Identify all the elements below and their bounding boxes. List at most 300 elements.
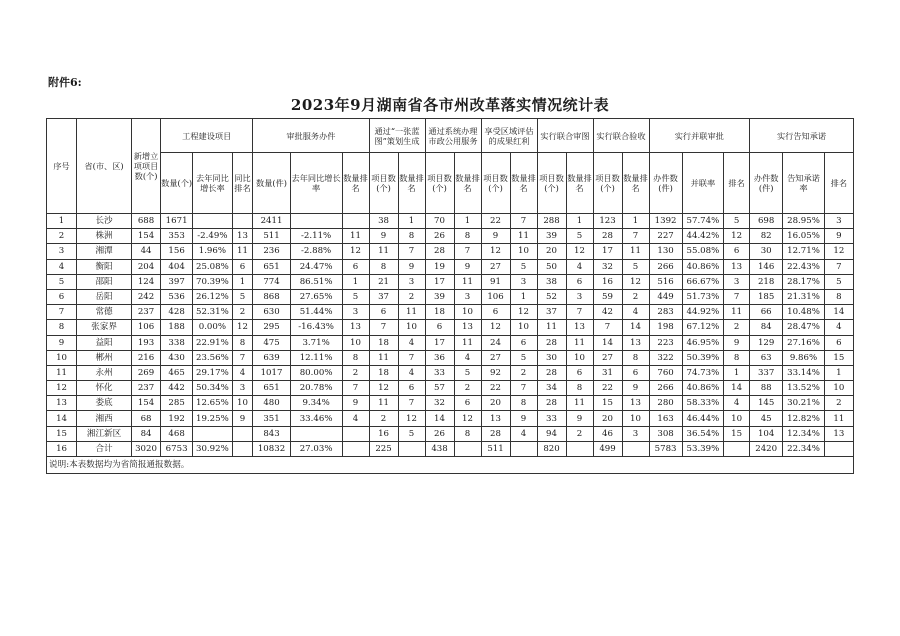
- table-cell: 4: [232, 365, 253, 380]
- table-cell: 50: [537, 259, 566, 274]
- table-cell: 27.16%: [783, 335, 824, 350]
- table-cell: 66: [750, 305, 783, 320]
- table-cell: 6: [369, 305, 398, 320]
- table-cell: 74.73%: [682, 365, 723, 380]
- table-cell: 28.95%: [783, 214, 824, 229]
- table-cell: 12: [824, 244, 853, 259]
- table-cell: 57.74%: [682, 214, 723, 229]
- table-cell: 2411: [253, 214, 290, 229]
- table-cell: 1392: [649, 214, 682, 229]
- subheader: 数量排名: [454, 153, 481, 214]
- table-cell: 698: [750, 214, 783, 229]
- table-cell: 18: [425, 305, 454, 320]
- table-cell: 4: [398, 335, 425, 350]
- subheader: 排名: [724, 153, 750, 214]
- table-cell: 52.31%: [193, 305, 232, 320]
- table-cell: 7: [342, 381, 369, 396]
- table-row: [47, 350, 854, 365]
- subheader: 项目数(个): [369, 153, 398, 214]
- header-group-approval: 审批服务办件: [253, 119, 369, 153]
- table-cell: 21.31%: [783, 289, 824, 304]
- subheader: 并联率: [682, 153, 723, 214]
- table-cell: [454, 441, 481, 456]
- table-cell: 39: [425, 289, 454, 304]
- table-cell: 337: [750, 365, 783, 380]
- table-cell: 怀化: [77, 381, 132, 396]
- table-cell: 11: [824, 411, 853, 426]
- table-cell: 5: [232, 289, 253, 304]
- subheader: 数量排名: [398, 153, 425, 214]
- table-cell: 129: [750, 335, 783, 350]
- table-cell: 7: [824, 259, 853, 274]
- table-cell: 11: [724, 305, 750, 320]
- table-cell: 2: [47, 229, 77, 244]
- table-cell: 651: [253, 381, 290, 396]
- table-cell: 12.34%: [783, 426, 824, 441]
- table-cell: 4: [566, 259, 593, 274]
- table-cell: 9: [724, 335, 750, 350]
- table-cell: 22.43%: [783, 259, 824, 274]
- table-cell: 475: [253, 335, 290, 350]
- subheader: 数量排名: [566, 153, 593, 214]
- table-cell: 13: [232, 229, 253, 244]
- table-cell: 820: [537, 441, 566, 456]
- table-cell: 12: [342, 244, 369, 259]
- table-cell: 146: [750, 259, 783, 274]
- table-cell: 7: [454, 244, 481, 259]
- page-title: 2023年9月湖南省各市州改革落实情况统计表: [290, 96, 610, 114]
- table-cell: 536: [161, 289, 193, 304]
- table-cell: 28: [593, 229, 622, 244]
- table-cell: [342, 214, 369, 229]
- table-cell: 5: [342, 289, 369, 304]
- table-cell: 204: [132, 259, 161, 274]
- table-note: 说明:本表数据均为省简报通报数据。: [47, 457, 854, 474]
- subheader: 办件数(件): [649, 153, 682, 214]
- table-cell: 198: [649, 320, 682, 335]
- table-cell: 46.44%: [682, 411, 723, 426]
- table-cell: 16: [47, 441, 77, 456]
- table-cell: 8: [342, 350, 369, 365]
- header-group-commitment: 实行告知承诺: [750, 119, 854, 153]
- table-cell: 8: [232, 335, 253, 350]
- table-cell: 12.65%: [193, 396, 232, 411]
- table-row: [47, 259, 854, 274]
- table-cell: [193, 426, 232, 441]
- table-cell: 10: [232, 396, 253, 411]
- table-cell: 32: [425, 396, 454, 411]
- table-cell: 湘潭: [77, 244, 132, 259]
- table-cell: 1: [47, 214, 77, 229]
- statistics-table: [46, 118, 854, 474]
- table-cell: 1: [824, 365, 853, 380]
- table-body: [47, 214, 854, 457]
- table-cell: 3.71%: [290, 335, 342, 350]
- table-cell: 22.34%: [783, 441, 824, 456]
- table-cell: 22.91%: [193, 335, 232, 350]
- table-cell: [622, 441, 649, 456]
- table-cell: 33: [537, 411, 566, 426]
- table-cell: 11: [369, 396, 398, 411]
- table-cell: [232, 441, 253, 456]
- table-cell: 511: [253, 229, 290, 244]
- table-cell: 13: [622, 335, 649, 350]
- header-group-parallel: 实行并联审批: [649, 119, 750, 153]
- table-cell: 322: [649, 350, 682, 365]
- table-cell: 58.33%: [682, 396, 723, 411]
- table-cell: 12: [454, 411, 481, 426]
- table-cell: 843: [253, 426, 290, 441]
- table-cell: 12: [724, 229, 750, 244]
- table-cell: 24: [481, 335, 510, 350]
- table-cell: 8: [824, 289, 853, 304]
- table-cell: 2: [454, 381, 481, 396]
- table-cell: 130: [649, 244, 682, 259]
- table-cell: 18: [369, 335, 398, 350]
- table-cell: 6: [342, 259, 369, 274]
- table-cell: 0.00%: [193, 320, 232, 335]
- table-row: [47, 381, 854, 396]
- table-row: [47, 274, 854, 289]
- table-cell: 34: [537, 381, 566, 396]
- table-cell: 106: [132, 320, 161, 335]
- table-cell: 10832: [253, 441, 290, 456]
- table-cell: 351: [253, 411, 290, 426]
- table-cell: 84: [750, 320, 783, 335]
- table-cell: 11: [566, 335, 593, 350]
- header-group-regional: 享受区域评估的成果红利: [481, 119, 537, 153]
- table-cell: 11: [369, 350, 398, 365]
- table-cell: 36.54%: [682, 426, 723, 441]
- table-cell: 3020: [132, 441, 161, 456]
- table-cell: 7: [232, 350, 253, 365]
- table-cell: 26: [425, 426, 454, 441]
- table-cell: 39: [537, 229, 566, 244]
- table-cell: 7: [398, 244, 425, 259]
- table-cell: [824, 441, 853, 456]
- table-cell: 11: [454, 274, 481, 289]
- table-cell: 22: [481, 214, 510, 229]
- table-cell: 14: [425, 411, 454, 426]
- header-new-projects: 新增立项项目数(个): [132, 119, 161, 214]
- table-cell: 442: [161, 381, 193, 396]
- table-row: [47, 289, 854, 304]
- table-cell: 3: [398, 274, 425, 289]
- table-cell: 868: [253, 289, 290, 304]
- table-cell: 7: [622, 229, 649, 244]
- table-cell: [193, 214, 232, 229]
- table-cell: 13: [342, 320, 369, 335]
- table-cell: 10: [398, 320, 425, 335]
- table-cell: 308: [649, 426, 682, 441]
- table-cell: 1671: [161, 214, 193, 229]
- table-cell: 9: [398, 259, 425, 274]
- table-cell: 4: [622, 305, 649, 320]
- table-cell: 7: [369, 320, 398, 335]
- table-cell: 8: [454, 229, 481, 244]
- table-cell: 12: [481, 320, 510, 335]
- table-cell: 2: [622, 289, 649, 304]
- table-cell: [342, 426, 369, 441]
- table-cell: 188: [161, 320, 193, 335]
- table-cell: 15: [824, 350, 853, 365]
- table-cell: 2: [724, 320, 750, 335]
- table-cell: -2.88%: [290, 244, 342, 259]
- table-cell: 295: [253, 320, 290, 335]
- table-cell: 14: [593, 335, 622, 350]
- table-cell: -2.49%: [193, 229, 232, 244]
- table-row: [47, 365, 854, 380]
- table-cell: 42: [593, 305, 622, 320]
- table-cell: 192: [161, 411, 193, 426]
- table-cell: -2.11%: [290, 229, 342, 244]
- table-cell: -16.43%: [290, 320, 342, 335]
- table-cell: 常德: [77, 305, 132, 320]
- table-cell: 29.17%: [193, 365, 232, 380]
- table-cell: 10: [510, 320, 537, 335]
- table-cell: 338: [161, 335, 193, 350]
- table-cell: 30: [537, 350, 566, 365]
- header-region: 省(市、区): [77, 119, 132, 214]
- table-row: [47, 214, 854, 229]
- table-cell: 28: [537, 396, 566, 411]
- table-cell: 1: [622, 214, 649, 229]
- table-cell: 50.34%: [193, 381, 232, 396]
- table-cell: 11: [398, 305, 425, 320]
- table-cell: 480: [253, 396, 290, 411]
- table-cell: 227: [649, 229, 682, 244]
- table-row: [47, 426, 854, 441]
- table-cell: 31: [593, 365, 622, 380]
- table-cell: 20.78%: [290, 381, 342, 396]
- table-cell: 1: [510, 289, 537, 304]
- table-cell: 13: [622, 396, 649, 411]
- table-cell: 7: [593, 320, 622, 335]
- table-cell: 6: [824, 335, 853, 350]
- table-cell: 40.86%: [682, 381, 723, 396]
- table-cell: 9: [510, 411, 537, 426]
- table-cell: 3: [622, 426, 649, 441]
- table-cell: 4: [510, 426, 537, 441]
- table-row: [47, 411, 854, 426]
- table-row: [47, 320, 854, 335]
- table-cell: 5: [724, 214, 750, 229]
- table-cell: 16: [593, 274, 622, 289]
- table-cell: 20: [537, 244, 566, 259]
- table-cell: 10: [566, 350, 593, 365]
- table-cell: 17: [593, 244, 622, 259]
- table-cell: 3: [454, 289, 481, 304]
- table-cell: 1: [566, 214, 593, 229]
- table-cell: 12: [510, 305, 537, 320]
- table-cell: 8: [369, 259, 398, 274]
- table-cell: 合计: [77, 441, 132, 456]
- table-cell: [398, 441, 425, 456]
- table-cell: 16: [369, 426, 398, 441]
- subheader: 数量排名: [622, 153, 649, 214]
- table-cell: 82: [750, 229, 783, 244]
- table-cell: 404: [161, 259, 193, 274]
- header-seq: 序号: [47, 119, 77, 214]
- table-cell: 33.46%: [290, 411, 342, 426]
- table-cell: 11: [369, 244, 398, 259]
- table-cell: 6: [566, 274, 593, 289]
- table-cell: 9: [481, 229, 510, 244]
- table-cell: 12.11%: [290, 350, 342, 365]
- table-cell: 14: [622, 320, 649, 335]
- table-cell: 28.17%: [783, 274, 824, 289]
- table-cell: 10: [454, 305, 481, 320]
- table-cell: 8: [510, 396, 537, 411]
- table-cell: 7: [398, 396, 425, 411]
- table-cell: 13: [47, 396, 77, 411]
- table-cell: 236: [253, 244, 290, 259]
- table-cell: 邵阳: [77, 274, 132, 289]
- table-cell: 27: [481, 259, 510, 274]
- table-cell: 6753: [161, 441, 193, 456]
- table-cell: 94: [537, 426, 566, 441]
- table-cell: 237: [132, 305, 161, 320]
- table-cell: 51.44%: [290, 305, 342, 320]
- table-cell: 774: [253, 274, 290, 289]
- table-cell: 218: [750, 274, 783, 289]
- table-cell: 21: [369, 274, 398, 289]
- table-cell: 13: [566, 320, 593, 335]
- subheader: 项目数(个): [425, 153, 454, 214]
- table-cell: 益阳: [77, 335, 132, 350]
- table-cell: 10: [47, 350, 77, 365]
- table-cell: 10: [622, 411, 649, 426]
- table-cell: 6: [454, 396, 481, 411]
- table-cell: 2: [342, 365, 369, 380]
- table-cell: 28: [537, 365, 566, 380]
- table-cell: 岳阳: [77, 289, 132, 304]
- table-cell: 1: [342, 274, 369, 289]
- table-cell: 9: [369, 229, 398, 244]
- table-cell: 2: [232, 305, 253, 320]
- table-cell: 28: [425, 244, 454, 259]
- table-cell: 6: [47, 289, 77, 304]
- table-cell: 9.86%: [783, 350, 824, 365]
- table-cell: 46.95%: [682, 335, 723, 350]
- table-cell: 2: [369, 411, 398, 426]
- table-cell: 80.00%: [290, 365, 342, 380]
- table-cell: 8: [566, 381, 593, 396]
- table-cell: 14: [824, 305, 853, 320]
- table-cell: 19.25%: [193, 411, 232, 426]
- table-cell: 288: [537, 214, 566, 229]
- table-cell: 123: [593, 214, 622, 229]
- table-cell: 10: [724, 411, 750, 426]
- table-cell: 11: [454, 335, 481, 350]
- table-cell: 66.67%: [682, 274, 723, 289]
- table-cell: 22: [593, 381, 622, 396]
- table-cell: 68: [132, 411, 161, 426]
- subheader: 告知承诺率: [783, 153, 824, 214]
- table-cell: 7: [47, 305, 77, 320]
- subheader: 项目数(个): [537, 153, 566, 214]
- table-cell: 52: [537, 289, 566, 304]
- table-cell: 18: [369, 365, 398, 380]
- table-cell: 5: [454, 365, 481, 380]
- table-cell: 499: [593, 441, 622, 456]
- table-cell: 4: [454, 350, 481, 365]
- table-cell: 9: [454, 259, 481, 274]
- table-cell: 12: [398, 411, 425, 426]
- table-cell: 27.03%: [290, 441, 342, 456]
- subheader: 数量(个): [161, 153, 193, 214]
- table-cell: [290, 426, 342, 441]
- table-cell: 630: [253, 305, 290, 320]
- table-cell: 13: [454, 320, 481, 335]
- table-cell: 14: [47, 411, 77, 426]
- table-cell: 1: [398, 214, 425, 229]
- table-cell: 2: [510, 365, 537, 380]
- table-row: [47, 244, 854, 259]
- table-cell: 67.12%: [682, 320, 723, 335]
- table-cell: 438: [425, 441, 454, 456]
- table-cell: 145: [750, 396, 783, 411]
- table-cell: 9: [824, 229, 853, 244]
- table-cell: 14: [724, 381, 750, 396]
- table-cell: 10: [342, 335, 369, 350]
- table-cell: 428: [161, 305, 193, 320]
- table-cell: 13.52%: [783, 381, 824, 396]
- table-cell: 86.51%: [290, 274, 342, 289]
- table-row: [47, 335, 854, 350]
- table-cell: 15: [593, 396, 622, 411]
- table-cell: 760: [649, 365, 682, 380]
- table-cell: 7: [724, 289, 750, 304]
- table-cell: 88: [750, 381, 783, 396]
- table-cell: 25.08%: [193, 259, 232, 274]
- table-cell: [290, 214, 342, 229]
- table-cell: 8: [724, 350, 750, 365]
- table-cell: 株洲: [77, 229, 132, 244]
- table-cell: 8: [398, 229, 425, 244]
- table-cell: 28: [537, 335, 566, 350]
- table-cell: 651: [253, 259, 290, 274]
- table-cell: 242: [132, 289, 161, 304]
- table-cell: 30.92%: [193, 441, 232, 456]
- table-cell: 23.56%: [193, 350, 232, 365]
- table-cell: 185: [750, 289, 783, 304]
- table-cell: 湘江新区: [77, 426, 132, 441]
- table-cell: 283: [649, 305, 682, 320]
- table-cell: 124: [132, 274, 161, 289]
- table-cell: [724, 441, 750, 456]
- table-cell: [566, 441, 593, 456]
- table-cell: 92: [481, 365, 510, 380]
- table-cell: 285: [161, 396, 193, 411]
- table-cell: 10.48%: [783, 305, 824, 320]
- table-cell: 10: [824, 381, 853, 396]
- table-cell: 27.65%: [290, 289, 342, 304]
- table-cell: 449: [649, 289, 682, 304]
- table-cell: 8: [622, 350, 649, 365]
- table-cell: 223: [649, 335, 682, 350]
- table-cell: 2: [824, 396, 853, 411]
- table-cell: 12: [232, 320, 253, 335]
- table-cell: 193: [132, 335, 161, 350]
- table-cell: 6: [622, 365, 649, 380]
- table-cell: 511: [481, 441, 510, 456]
- subheader: 排名: [824, 153, 853, 214]
- table-cell: 7: [510, 214, 537, 229]
- table-cell: 11: [342, 229, 369, 244]
- table-cell: 53.39%: [682, 441, 723, 456]
- table-cell: 11: [537, 320, 566, 335]
